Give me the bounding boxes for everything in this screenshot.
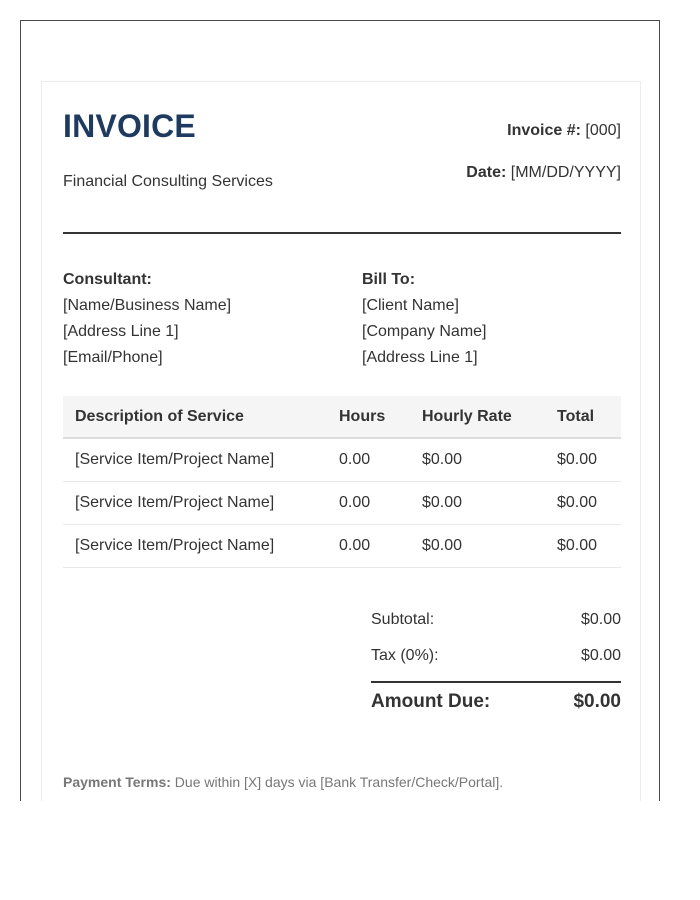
invoice-date-label: Date: (466, 164, 507, 181)
tax-row (371, 638, 621, 674)
bill-to-line: [Company Name] (362, 323, 487, 340)
invoice-date (466, 164, 621, 182)
cell-description: [Service Item/Project Name] (63, 438, 327, 482)
cell-hours: 0.00 (327, 525, 410, 568)
consultant-line: [Address Line 1] (63, 323, 179, 340)
cell-description: [Service Item/Project Name] (63, 482, 327, 525)
tax-value: $0.00 (580, 647, 621, 664)
cell-total: $0.00 (545, 525, 621, 568)
bill-to-line: [Client Name] (362, 297, 459, 314)
column-header-description: Description of Service (63, 396, 327, 438)
invoice-number-value: [000] (585, 122, 621, 139)
cell-rate: $0.00 (410, 438, 545, 482)
payment-terms (63, 774, 503, 790)
invoice-date-value: [MM/DD/YYYY] (510, 164, 621, 181)
cell-hours: 0.00 (327, 438, 410, 482)
totals-block (371, 602, 621, 721)
invoice-card (41, 81, 641, 801)
consultant-line: [Email/Phone] (63, 349, 163, 366)
header-divider (63, 232, 621, 234)
document-frame (20, 20, 660, 801)
cell-description: [Service Item/Project Name] (63, 525, 327, 568)
invoice-title: INVOICE (63, 108, 196, 144)
invoice-number-label: Invoice #: (507, 122, 581, 139)
column-header-rate: Hourly Rate (410, 396, 545, 438)
amount-due-value: $0.00 (573, 691, 621, 712)
consultant-line: [Name/Business Name] (63, 297, 232, 314)
tax-label: Tax (0%): (371, 647, 439, 664)
consultant-block (63, 267, 231, 371)
cell-total: $0.00 (545, 482, 621, 525)
payment-terms-label: Payment Terms: (63, 774, 171, 790)
table-row (63, 525, 621, 568)
consultant-heading: Consultant: (63, 271, 152, 288)
invoice-subtitle: Financial Consulting Services (63, 173, 273, 190)
column-header-total: Total (545, 396, 621, 438)
subtotal-row (371, 602, 621, 638)
table-row (63, 438, 621, 482)
invoice-number (507, 122, 621, 140)
services-table (63, 396, 621, 568)
table-row (63, 482, 621, 525)
subtotal-value: $0.00 (580, 611, 621, 628)
amount-due-label: Amount Due: (371, 691, 491, 712)
cell-rate: $0.00 (410, 482, 545, 525)
cell-rate: $0.00 (410, 525, 545, 568)
bill-to-block (362, 267, 487, 371)
column-header-hours: Hours (327, 396, 410, 438)
cell-total: $0.00 (545, 438, 621, 482)
table-header-row (63, 396, 621, 438)
amount-due-row (371, 683, 621, 721)
payment-terms-text: Due within [X] days via [Bank Transfer/Check/Portal]. (170, 774, 504, 790)
cell-hours: 0.00 (327, 482, 410, 525)
subtotal-label: Subtotal: (371, 611, 435, 628)
bill-to-heading: Bill To: (362, 271, 416, 288)
bill-to-line: [Address Line 1] (362, 349, 478, 366)
